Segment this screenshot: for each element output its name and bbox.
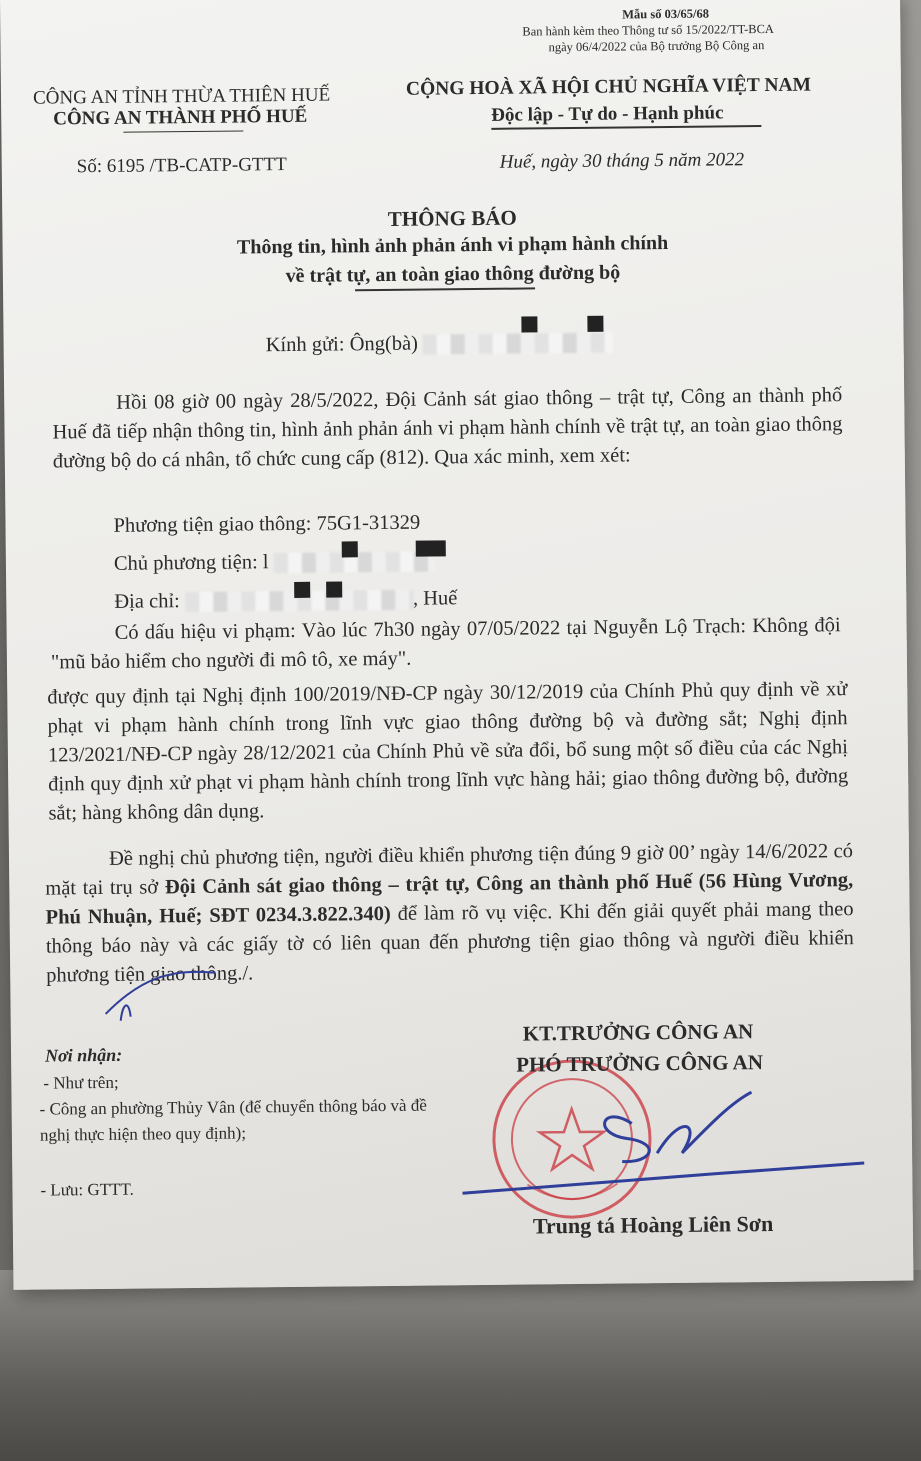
vehicle-plate: 75G1-31329 — [316, 511, 421, 535]
signer-name: Trung tá Hoàng Liên Sơn — [532, 1210, 774, 1239]
document-number: Số: 6195 /TB-CATP-GTTT — [76, 154, 287, 178]
national-motto: Độc lập - Tự do - Hạnh phúc — [491, 102, 724, 126]
initial-stroke — [105, 972, 215, 1021]
request-text-a: Đề nghị chủ phương tiện, người điều khiển phương tiện đúng 9 giờ 00’ ngày 14/6/2022 có mặt tại trụ sở — [45, 840, 854, 900]
recipients-item-1: - Như trên; — [43, 1072, 119, 1093]
handwritten-signature — [451, 1061, 872, 1205]
request-text-b: để làm rõ vụ việc. Khi đến giải quyết phải mang theo thông báo này và các giấy tờ có liên quan đến phương tiện giao thông và người điều khiển phương tiện giao thông./. — [45, 898, 854, 987]
recipients-item-2: - Công an phường Thủy Vân (để chuyển thông báo và đề nghị thực hiện theo quy định); — [39, 1095, 427, 1145]
address-redaction-mark — [288, 580, 348, 599]
address-line — [114, 584, 457, 617]
title-line-2: về trật tự, an toàn giao thông đường bộ — [285, 261, 621, 288]
address-tail: , Huế — [412, 587, 458, 610]
redaction-mark — [515, 315, 609, 334]
country-name: CỘNG HOÀ XÃ HỘI CHỦ NGHĨA VIỆT NAM — [405, 74, 812, 100]
agency-underline — [123, 130, 243, 132]
signature-line — [462, 1163, 864, 1193]
agency-name: CÔNG AN THÀNH PHỐ HUẾ — [53, 105, 308, 130]
address-label: Địa chỉ: — [114, 590, 180, 613]
owner-label: Chủ phương tiện: — [113, 551, 258, 575]
request-text-bold: Đội Cảnh sát giao thông – trật tự, Công an thành phố Huế (56 Hùng Vương, Phú Nhuận, Huế; SĐT 0234.3.822.340) — [45, 869, 854, 929]
signature-title-2: PHÓ TRƯỞNG CÔNG AN — [516, 1050, 764, 1077]
background-desk-bottom — [0, 1270, 921, 1461]
recipients-heading: Nơi nhận: — [44, 1044, 123, 1066]
signature-strokes — [604, 1092, 752, 1162]
title-line-1: Thông tin, hình ảnh phản ánh vi phạm hành chính — [236, 232, 669, 259]
legal-paragraph: được quy định tại Nghị định 100/2019/NĐ-CP ngày 30/12/2019 của Chính Phủ quy định về xử phạt vi phạm hành chính trong lĩnh vực giao thông đường bộ và đường sắt; Nghị định 123/2021/NĐ-CP ngày 28/12/2021 của Chính Phủ về sửa đổi, bổ sung một số điều của các Nghị định quy định xử phạt vi phạm hành chính trong lĩnh vực hàng hải; giao thông đường bộ, đường sắt; hàng không dân dụng. — [47, 678, 849, 825]
vehicle-line — [113, 509, 420, 541]
violation-paragraph: Có dấu hiệu vi phạm: Vào lúc 7h30 ngày 07/05/2022 tại Nguyễn Lộ Trạch: Không đội "mũ bảo hiểm cho người đi mô tô, xe máy". — [50, 614, 841, 674]
agency-parent: CÔNG AN TỈNH THỪA THIÊN HUẾ — [32, 84, 331, 109]
signature-title-1: KT.TRƯỞNG CÔNG AN — [522, 1019, 754, 1046]
place-date: Huế, ngày 30 tháng 5 năm 2022 — [499, 149, 745, 173]
redacted-name — [423, 333, 613, 355]
owner-initial: l — [262, 551, 269, 574]
title-underline — [355, 287, 535, 290]
recipients-item-3: - Lưu: GTTT. — [40, 1179, 134, 1200]
form-issued-date: ngày 06/4/2022 của Bộ trưởng Bộ Công an — [548, 37, 765, 55]
owner-redaction-mark — [336, 539, 452, 558]
document-title: THÔNG BÁO — [387, 205, 517, 231]
initial-mark — [100, 968, 221, 1029]
recipient-label: Kính gửi: Ông(bà) — [265, 332, 419, 357]
vehicle-label: Phương tiện giao thông: — [113, 512, 312, 537]
intro-paragraph: Hồi 08 giờ 00 ngày 28/5/2022, Đội Cảnh sát giao thông – trật tự, Công an thành phố Huế đã tiếp nhận thông tin, hình ảnh phản ánh vi phạm hành chính về trật tự, an toàn giao thông đường bộ do cá nhân, tổ chức cung cấp (812). Qua xác minh, xem xét: — [52, 384, 843, 473]
form-number: Mẫu số 03/65/68 — [622, 6, 710, 22]
form-issued-by: Ban hành kèm theo Thông tư số 15/2022/TT-BCA — [522, 21, 774, 39]
